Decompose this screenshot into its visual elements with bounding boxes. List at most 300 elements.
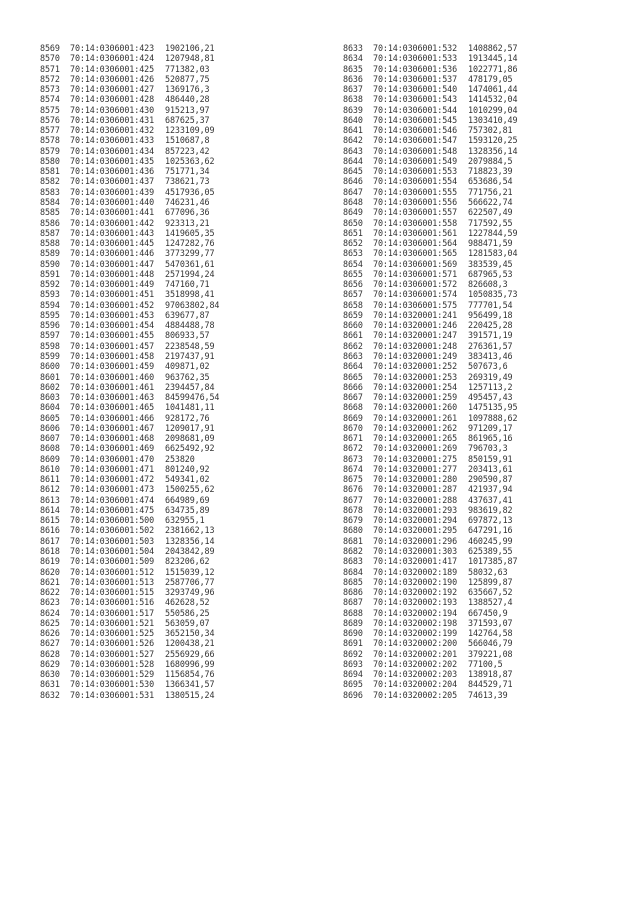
value-amount: 142764,58 — [468, 628, 513, 639]
row-number: 8581 — [40, 166, 60, 177]
value-amount: 653686,54 — [468, 176, 513, 187]
row-number: 8584 — [40, 196, 60, 207]
value-amount: 2197437,91 — [165, 350, 215, 361]
value-amount: 857223,42 — [165, 145, 210, 156]
cadastral-number: 70:14:0306001:572 — [373, 279, 458, 290]
value-amount: 3773299,77 — [165, 248, 215, 259]
value-amount: 861965,16 — [468, 433, 513, 444]
cadastral-number: 70:14:0320001:303 — [373, 546, 458, 557]
row-number: 8655 — [343, 268, 363, 279]
value-amount: 2394457,84 — [165, 381, 215, 392]
cadastral-number: 70:14:0320002:194 — [373, 607, 458, 618]
cadastral-number: 70:14:0320001:260 — [373, 402, 458, 413]
value-amount: 1510687,8 — [165, 135, 210, 146]
cadastral-number: 70:14:0306001:470 — [70, 453, 155, 464]
cadastral-number: 70:14:0306001:529 — [70, 669, 155, 680]
value-amount: 379221,08 — [468, 648, 513, 659]
row-number: 8661 — [343, 330, 363, 341]
cadastral-number: 70:14:0320001:280 — [373, 474, 458, 485]
table-row — [343, 53, 517, 63]
table-row — [40, 413, 219, 423]
table-row — [40, 638, 219, 648]
table-row — [343, 84, 517, 94]
value-amount: 625389,55 — [468, 546, 513, 557]
cadastral-number: 70:14:0306001:513 — [70, 576, 155, 587]
cadastral-number: 70:14:0306001:555 — [373, 186, 458, 197]
row-number: 8684 — [343, 566, 363, 577]
table-row — [343, 638, 517, 648]
table-row — [40, 546, 219, 556]
row-number: 8674 — [343, 463, 363, 474]
cadastral-number: 70:14:0306001:463 — [70, 392, 155, 403]
cadastral-number: 70:14:0320001:259 — [373, 392, 458, 403]
cadastral-number: 70:14:0306001:515 — [70, 587, 155, 598]
cadastral-number: 70:14:0306001:545 — [373, 114, 458, 125]
cadastral-number: 70:14:0306001:445 — [70, 238, 155, 249]
row-number: 8639 — [343, 104, 363, 115]
table-row — [40, 433, 219, 443]
cadastral-number: 70:14:0320001:265 — [373, 433, 458, 444]
cadastral-number: 70:14:0320002:198 — [373, 617, 458, 628]
row-number: 8677 — [343, 494, 363, 505]
value-amount: 687625,37 — [165, 114, 210, 125]
row-number: 8689 — [343, 617, 363, 628]
cadastral-number: 70:14:0306001:571 — [373, 268, 458, 279]
row-number: 8569 — [40, 43, 60, 53]
table-row — [343, 94, 517, 104]
row-number: 8636 — [343, 73, 363, 84]
value-amount: 963762,35 — [165, 371, 210, 382]
value-amount: 74613,39 — [468, 689, 508, 700]
row-number: 8591 — [40, 268, 60, 279]
value-amount: 1474061,44 — [468, 84, 518, 95]
cadastral-number: 70:14:0306001:502 — [70, 525, 155, 536]
value-amount: 1010299,04 — [468, 104, 518, 115]
value-amount: 1281583,04 — [468, 248, 518, 259]
row-number: 8692 — [343, 648, 363, 659]
cadastral-number: 70:14:0306001:443 — [70, 227, 155, 238]
row-number: 8609 — [40, 453, 60, 464]
table-row — [40, 361, 219, 371]
cadastral-number: 70:14:0306001:521 — [70, 617, 155, 628]
row-number: 8635 — [343, 63, 363, 74]
cadastral-number: 70:14:0306001:423 — [70, 43, 155, 53]
cadastral-number: 70:14:0306001:432 — [70, 125, 155, 136]
cadastral-number: 70:14:0306001:531 — [70, 689, 155, 700]
cadastral-number: 70:14:0320002:202 — [373, 658, 458, 669]
row-number: 8659 — [343, 309, 363, 320]
row-number: 8683 — [343, 556, 363, 567]
table-row — [40, 525, 219, 535]
row-number: 8601 — [40, 371, 60, 382]
value-amount: 276361,57 — [468, 340, 513, 351]
value-amount: 220425,28 — [468, 320, 513, 331]
row-number: 8575 — [40, 104, 60, 115]
table-row — [40, 146, 219, 156]
value-amount: 2043842,89 — [165, 546, 215, 557]
row-number: 8603 — [40, 392, 60, 403]
value-amount: 2571994,24 — [165, 268, 215, 279]
value-amount: 2238548,59 — [165, 340, 215, 351]
value-amount: 97063802,84 — [165, 299, 220, 310]
value-amount: 462628,52 — [165, 597, 210, 608]
table-row — [343, 679, 517, 689]
row-number: 8612 — [40, 484, 60, 495]
table-row — [40, 351, 219, 361]
table-row — [40, 649, 219, 659]
table-row — [343, 135, 517, 145]
row-number: 8577 — [40, 125, 60, 136]
cadastral-number: 70:14:0306001:466 — [70, 412, 155, 423]
row-number: 8611 — [40, 474, 60, 485]
cadastral-number: 70:14:0306001:452 — [70, 299, 155, 310]
table-row — [343, 402, 517, 412]
value-amount: 3293749,96 — [165, 587, 215, 598]
cadastral-number: 70:14:0306001:461 — [70, 381, 155, 392]
cadastral-number: 70:14:0320002:189 — [373, 566, 458, 577]
value-amount: 138918,87 — [468, 669, 513, 680]
row-number: 8627 — [40, 638, 60, 649]
row-number: 8598 — [40, 340, 60, 351]
value-amount: 371593,07 — [468, 617, 513, 628]
value-amount: 751771,34 — [165, 166, 210, 177]
cadastral-number: 70:14:0306001:442 — [70, 217, 155, 228]
cadastral-number: 70:14:0320001:248 — [373, 340, 458, 351]
value-amount: 1680996,99 — [165, 658, 215, 669]
value-amount: 486440,28 — [165, 94, 210, 105]
table-row — [40, 94, 219, 104]
cadastral-number: 70:14:0320002:193 — [373, 597, 458, 608]
value-amount: 84599476,54 — [165, 392, 220, 403]
table-row — [40, 84, 219, 94]
row-number: 8658 — [343, 299, 363, 310]
value-amount: 983619,82 — [468, 504, 513, 515]
value-amount: 664989,69 — [165, 494, 210, 505]
value-amount: 2381662,13 — [165, 525, 215, 536]
row-number: 8680 — [343, 525, 363, 536]
cadastral-number: 70:14:0306001:558 — [373, 217, 458, 228]
value-amount: 639677,87 — [165, 309, 210, 320]
value-amount: 915213,97 — [165, 104, 210, 115]
table-row — [40, 176, 219, 186]
value-amount: 634735,89 — [165, 504, 210, 515]
row-number: 8675 — [343, 474, 363, 485]
table-row — [40, 238, 219, 248]
value-amount: 687965,53 — [468, 268, 513, 279]
table-row — [40, 43, 219, 53]
value-amount: 520877,75 — [165, 73, 210, 84]
value-amount: 757302,81 — [468, 125, 513, 136]
cadastral-number: 70:14:0306001:527 — [70, 648, 155, 659]
row-number: 8666 — [343, 381, 363, 392]
value-amount: 1902106,21 — [165, 43, 215, 53]
row-number: 8619 — [40, 556, 60, 567]
cadastral-number: 70:14:0306001:500 — [70, 515, 155, 526]
row-number: 8664 — [343, 361, 363, 372]
cadastral-number: 70:14:0306001:430 — [70, 104, 155, 115]
table-row — [40, 115, 219, 125]
value-amount: 478179,05 — [468, 73, 513, 84]
value-amount: 1414532,04 — [468, 94, 518, 105]
row-number: 8671 — [343, 433, 363, 444]
row-number: 8586 — [40, 217, 60, 228]
row-number: 8621 — [40, 576, 60, 587]
value-amount: 2587706,77 — [165, 576, 215, 587]
value-amount: 1593120,25 — [468, 135, 518, 146]
cadastral-number: 70:14:0306001:547 — [373, 135, 458, 146]
table-row — [343, 197, 517, 207]
table-row — [343, 567, 517, 577]
row-number: 8673 — [343, 453, 363, 464]
value-amount: 383413,46 — [468, 350, 513, 361]
row-number: 8585 — [40, 207, 60, 218]
table-row — [40, 372, 219, 382]
value-amount: 58032,63 — [468, 566, 508, 577]
row-number: 8594 — [40, 299, 60, 310]
value-amount: 738621,73 — [165, 176, 210, 187]
table-row — [343, 597, 517, 607]
cadastral-number: 70:14:0306001:533 — [373, 53, 458, 64]
value-amount: 777701,54 — [468, 299, 513, 310]
row-number: 8587 — [40, 227, 60, 238]
row-number: 8652 — [343, 238, 363, 249]
table-row — [40, 536, 219, 546]
value-amount: 1369176,3 — [165, 84, 210, 95]
row-number: 8602 — [40, 381, 60, 392]
value-amount: 1500255,62 — [165, 484, 215, 495]
table-row — [40, 608, 219, 618]
cadastral-number: 70:14:0320001:247 — [373, 330, 458, 341]
table-row — [40, 166, 219, 176]
row-number: 8622 — [40, 587, 60, 598]
value-amount: 1050835,73 — [468, 289, 518, 300]
row-number: 8676 — [343, 484, 363, 495]
row-number: 8578 — [40, 135, 60, 146]
cadastral-number: 70:14:0306001:543 — [373, 94, 458, 105]
cadastral-number: 70:14:0306001:431 — [70, 114, 155, 125]
table-row — [40, 618, 219, 628]
cadastral-number: 70:14:0306001:455 — [70, 330, 155, 341]
table-row — [40, 567, 219, 577]
cadastral-number: 70:14:0306001:503 — [70, 535, 155, 546]
row-number: 8650 — [343, 217, 363, 228]
cadastral-number: 70:14:0320001:249 — [373, 350, 458, 361]
table-row — [40, 454, 219, 464]
cadastral-number: 70:14:0320001:246 — [373, 320, 458, 331]
cadastral-number: 70:14:0320002:205 — [373, 689, 458, 700]
cadastral-number: 70:14:0306001:574 — [373, 289, 458, 300]
table-row — [40, 64, 219, 74]
table-row — [343, 125, 517, 135]
row-number: 8662 — [343, 340, 363, 351]
left-column — [40, 43, 219, 700]
cadastral-number: 70:14:0306001:439 — [70, 186, 155, 197]
cadastral-number: 70:14:0306001:459 — [70, 361, 155, 372]
value-amount: 988471,59 — [468, 238, 513, 249]
row-number: 8599 — [40, 350, 60, 361]
value-amount: 1233109,09 — [165, 125, 215, 136]
table-row — [343, 464, 517, 474]
table-row — [343, 166, 517, 176]
cadastral-number: 70:14:0306001:433 — [70, 135, 155, 146]
table-row — [40, 484, 219, 494]
row-number: 8593 — [40, 289, 60, 300]
value-amount: 253820 — [165, 453, 195, 464]
cadastral-number: 70:14:0320001:294 — [373, 515, 458, 526]
table-row — [343, 320, 517, 330]
value-amount: 2098681,09 — [165, 433, 215, 444]
table-row — [40, 392, 219, 402]
table-row — [343, 577, 517, 587]
cadastral-number: 70:14:0306001:540 — [373, 84, 458, 95]
row-number: 8656 — [343, 279, 363, 290]
cadastral-number: 70:14:0306001:436 — [70, 166, 155, 177]
cadastral-number: 70:14:0306001:465 — [70, 402, 155, 413]
value-amount: 3518998,41 — [165, 289, 215, 300]
row-number: 8574 — [40, 94, 60, 105]
value-amount: 844529,71 — [468, 679, 513, 690]
row-number: 8668 — [343, 402, 363, 413]
table-row — [40, 515, 219, 525]
cadastral-number: 70:14:0306001:512 — [70, 566, 155, 577]
table-row — [343, 105, 517, 115]
cadastral-number: 70:14:0306001:453 — [70, 309, 155, 320]
cadastral-number: 70:14:0320001:295 — [373, 525, 458, 536]
cadastral-number: 70:14:0306001:549 — [373, 155, 458, 166]
value-amount: 771756,21 — [468, 186, 513, 197]
table-row — [343, 525, 517, 535]
row-number: 8590 — [40, 258, 60, 269]
table-row — [40, 228, 219, 238]
row-number: 8588 — [40, 238, 60, 249]
table-row — [343, 423, 517, 433]
table-row — [343, 669, 517, 679]
row-number: 8682 — [343, 546, 363, 557]
value-amount: 549341,02 — [165, 474, 210, 485]
value-amount: 77100,5 — [468, 658, 503, 669]
cadastral-number: 70:14:0320002:192 — [373, 587, 458, 598]
value-amount: 1041481,11 — [165, 402, 215, 413]
cadastral-number: 70:14:0320002:201 — [373, 648, 458, 659]
table-row — [343, 156, 517, 166]
value-amount: 1303410,49 — [468, 114, 518, 125]
table-row — [343, 74, 517, 84]
table-row — [40, 248, 219, 258]
row-number: 8604 — [40, 402, 60, 413]
value-amount: 850159,91 — [468, 453, 513, 464]
table-row — [40, 207, 219, 217]
value-amount: 667450,9 — [468, 607, 508, 618]
table-row — [40, 690, 219, 700]
cadastral-number: 70:14:0306001:451 — [70, 289, 155, 300]
table-row — [40, 659, 219, 669]
cadastral-number: 70:14:0320001:296 — [373, 535, 458, 546]
table-row — [40, 53, 219, 63]
table-row — [40, 495, 219, 505]
table-row — [40, 382, 219, 392]
table-row — [40, 259, 219, 269]
table-row — [343, 146, 517, 156]
table-row — [343, 207, 517, 217]
row-number: 8642 — [343, 135, 363, 146]
cadastral-number: 70:14:0320002:203 — [373, 669, 458, 680]
row-number: 8595 — [40, 309, 60, 320]
table-row — [343, 495, 517, 505]
cadastral-number: 70:14:0306001:435 — [70, 155, 155, 166]
row-number: 8613 — [40, 494, 60, 505]
table-row — [40, 679, 219, 689]
table-row — [343, 228, 517, 238]
row-number: 8672 — [343, 443, 363, 454]
row-number: 8660 — [343, 320, 363, 331]
row-number: 8663 — [343, 350, 363, 361]
value-amount: 566046,79 — [468, 638, 513, 649]
table-row — [343, 330, 517, 340]
table-row — [40, 330, 219, 340]
table-row — [343, 372, 517, 382]
cadastral-number: 70:14:0306001:425 — [70, 63, 155, 74]
cadastral-number: 70:14:0320001:253 — [373, 371, 458, 382]
row-number: 8637 — [343, 84, 363, 95]
table-row — [343, 269, 517, 279]
table-row — [40, 474, 219, 484]
value-amount: 563059,07 — [165, 617, 210, 628]
cadastral-number: 70:14:0320001:269 — [373, 443, 458, 454]
value-amount: 203413,61 — [468, 463, 513, 474]
cadastral-number: 70:14:0306001:424 — [70, 53, 155, 64]
row-number: 8624 — [40, 607, 60, 618]
value-amount: 718823,39 — [468, 166, 513, 177]
table-row — [343, 115, 517, 125]
cadastral-number: 70:14:0306001:469 — [70, 443, 155, 454]
table-row — [343, 187, 517, 197]
cadastral-number: 70:14:0306001:460 — [70, 371, 155, 382]
table-row — [40, 135, 219, 145]
table-row — [343, 43, 517, 53]
row-number: 8571 — [40, 63, 60, 74]
value-amount: 269319,49 — [468, 371, 513, 382]
row-number: 8641 — [343, 125, 363, 136]
table-row — [40, 556, 219, 566]
table-row — [343, 341, 517, 351]
value-amount: 1209017,91 — [165, 422, 215, 433]
row-number: 8573 — [40, 84, 60, 95]
cadastral-number: 70:14:0306001:467 — [70, 422, 155, 433]
cadastral-number: 70:14:0306001:537 — [373, 73, 458, 84]
value-amount: 495457,43 — [468, 392, 513, 403]
table-row — [343, 659, 517, 669]
value-amount: 437637,41 — [468, 494, 513, 505]
table-row — [343, 218, 517, 228]
row-number: 8615 — [40, 515, 60, 526]
value-amount: 796703,3 — [468, 443, 508, 454]
value-amount: 4517936,05 — [165, 186, 215, 197]
cadastral-number: 70:14:0306001:554 — [373, 176, 458, 187]
cadastral-number: 70:14:0306001:473 — [70, 484, 155, 495]
cadastral-number: 70:14:0306001:532 — [373, 43, 458, 53]
cadastral-number: 70:14:0306001:516 — [70, 597, 155, 608]
cadastral-number: 70:14:0306001:454 — [70, 320, 155, 331]
cadastral-number: 70:14:0306001:458 — [70, 350, 155, 361]
row-number: 8644 — [343, 155, 363, 166]
table-row — [343, 649, 517, 659]
row-number: 8681 — [343, 535, 363, 546]
row-number: 8620 — [40, 566, 60, 577]
value-amount: 566622,74 — [468, 196, 513, 207]
row-number: 8572 — [40, 73, 60, 84]
cadastral-number: 70:14:0306001:468 — [70, 433, 155, 444]
row-number: 8654 — [343, 258, 363, 269]
